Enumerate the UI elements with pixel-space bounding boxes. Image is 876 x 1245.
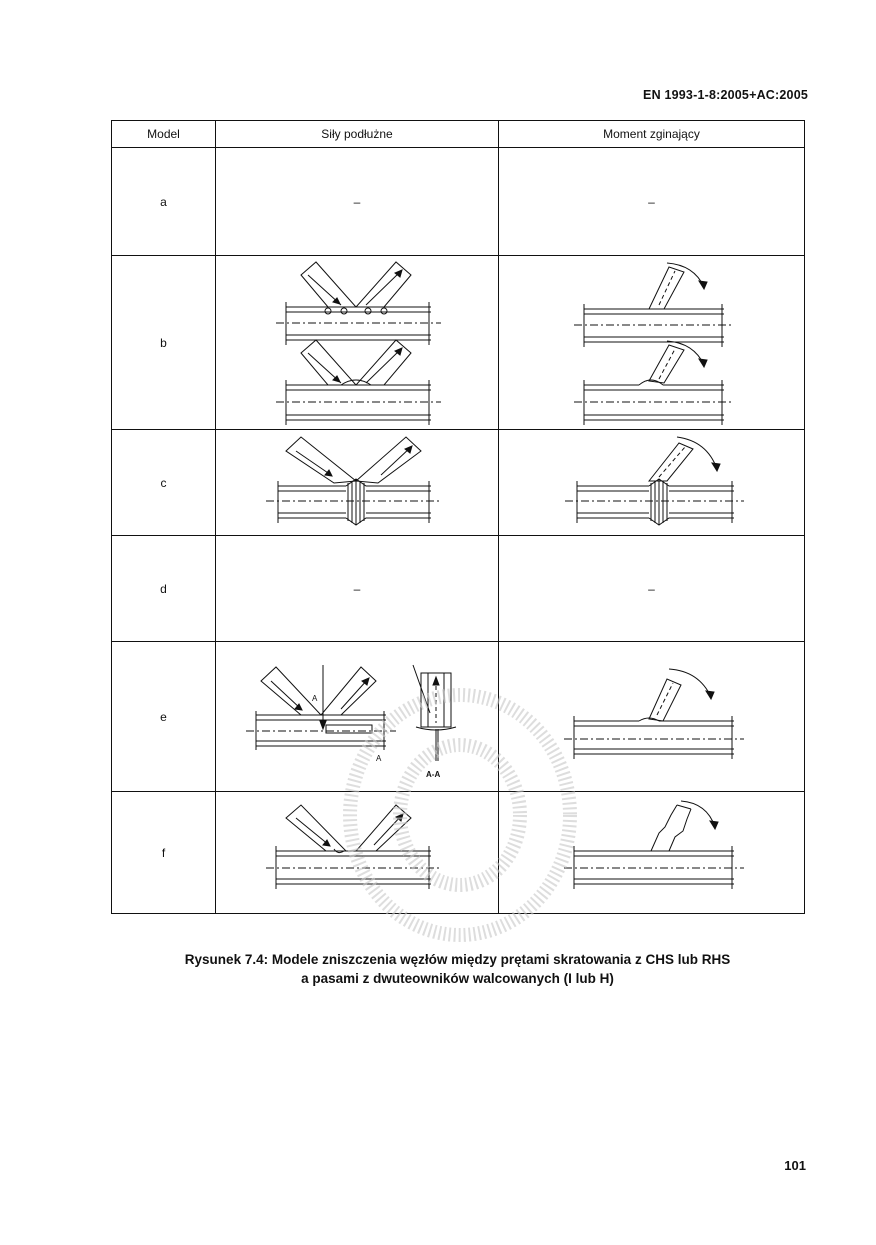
section-marker: A [312, 693, 318, 703]
caption-line-1: Rysunek 7.4: Modele zniszczenia węzłów między prętami skratowania z CHS lub RHS [184, 952, 731, 967]
moment-cell [499, 430, 805, 536]
table-header-row [112, 121, 805, 148]
axial-diagram-c [216, 431, 499, 535]
model-label: a [112, 148, 216, 256]
header-standard-ref: EN 1993-1-8:2005+AC:2005 [643, 88, 808, 102]
moment-cell: – [499, 536, 805, 642]
axial-cell: – [216, 148, 499, 256]
moment-diagram-b [499, 257, 805, 429]
moment-cell: – [499, 148, 805, 256]
col-header-axial: Siły podłużne [216, 121, 499, 148]
col-header-model: Model [112, 121, 216, 148]
table-row [112, 148, 805, 256]
page-number: 101 [784, 1158, 806, 1173]
table-row [112, 536, 805, 642]
axial-cell [216, 430, 499, 536]
col-header-moment: Moment zginający [499, 121, 805, 148]
model-label: c [112, 430, 216, 536]
axial-cell: – [216, 536, 499, 642]
moment-cell [499, 256, 805, 430]
caption-line-2: a pasami z dwuteowników walcowanych (I lub H) [301, 971, 614, 986]
figure-caption [111, 950, 804, 988]
section-label: A-A [426, 769, 441, 779]
watermark-stamp [330, 640, 590, 950]
table-row [112, 430, 805, 536]
model-label: b [112, 256, 216, 430]
table-row [112, 256, 805, 430]
axial-diagram-b [216, 257, 499, 429]
section-marker: A [376, 753, 382, 763]
model-label: e [112, 642, 216, 792]
model-label: f [112, 792, 216, 914]
moment-diagram-c [499, 431, 805, 535]
model-label: d [112, 536, 216, 642]
axial-cell [216, 256, 499, 430]
